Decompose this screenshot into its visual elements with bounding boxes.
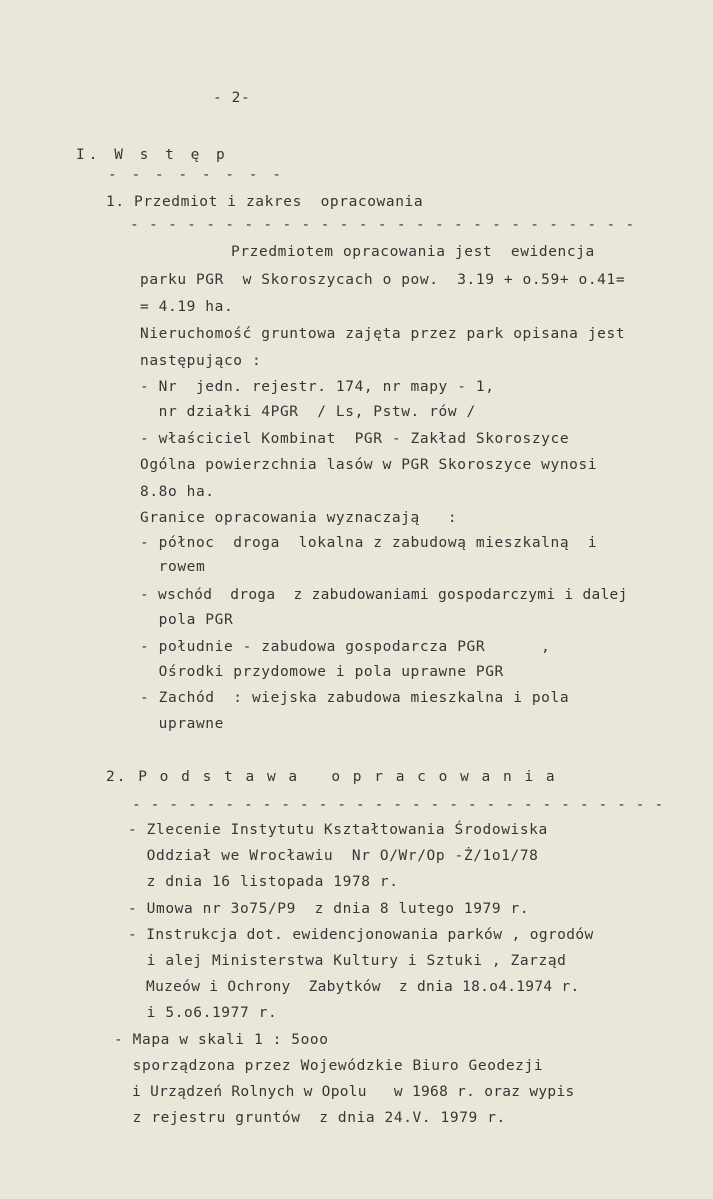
text-line: z rejestru gruntów z dnia 24.V. 1979 r.: [114, 1110, 506, 1126]
text-line: - Instrukcja dot. ewidencjonowania parków , ogrodów: [128, 927, 594, 943]
text-line: z dnia 16 listopada 1978 r.: [128, 874, 399, 890]
section-1-heading: I. W s t ę p: [76, 147, 229, 163]
text-line: i Urządzeń Rolnych w Opolu w 1968 r. oraz wypis: [114, 1084, 575, 1100]
section-1-heading-underline: - - - - - - - -: [108, 167, 284, 183]
text-line: - południe - zabudowa gospodarcza PGR ,: [140, 639, 551, 655]
text-line: i 5.o6.1977 r.: [128, 1005, 278, 1021]
text-line: rowem: [140, 559, 206, 575]
text-line: - Mapa w skali 1 : 5ooo: [114, 1032, 329, 1048]
text-line: - Zlecenie Instytutu Kształtowania Środowiska: [128, 822, 548, 838]
text-line: Ośrodki przydomowe i pola uprawne PGR: [140, 664, 504, 680]
text-line: - właściciel Kombinat PGR - Zakład Skoroszyce: [140, 431, 570, 447]
subsection-1-title: 1. Przedmiot i zakres opracowania: [106, 194, 424, 210]
text-line: Przedmiotem opracowania jest ewidencja: [231, 244, 595, 260]
text-line: 8.8o ha.: [140, 484, 215, 500]
subsection-1-underline: - - - - - - - - - - - - - - - - - - - - - - - - - - -: [130, 217, 636, 233]
text-line: Ogólna powierzchnia lasów w PGR Skoroszyce wynosi: [140, 457, 598, 473]
text-line: następująco :: [140, 353, 262, 369]
text-line: = 4.19 ha.: [140, 299, 234, 315]
text-line: pola PGR: [140, 612, 234, 628]
text-line: Muzeów i Ochrony Zabytków z dnia 18.o4.1974 r.: [128, 979, 580, 995]
text-line: - północ droga lokalna z zabudową mieszkalną i: [140, 535, 598, 551]
text-line: uprawne: [140, 716, 224, 732]
text-line: - wschód droga z zabudowaniami gospodarczymi i dalej: [140, 587, 628, 603]
text-line: Nieruchomość gruntowa zajęta przez park opisana jest: [140, 326, 626, 342]
page-number: - 2-: [213, 90, 251, 106]
text-line: nr działki 4PGR / Ls, Pstw. rów /: [140, 404, 476, 420]
section-2-underline: - - - - - - - - - - - - - - - - - - - - - - - - - - - - -: [132, 797, 664, 813]
section-2-title: 2. P o d s t a w a o p r a c o w a n i a: [106, 769, 557, 785]
text-line: - Zachód : wiejska zabudowa mieszkalna i pola: [140, 690, 570, 706]
text-line: Oddział we Wrocławiu Nr O/Wr/Op -Ż/1o1/78: [128, 848, 539, 864]
text-line: sporządzona przez Wojewódzkie Biuro Geodezji: [114, 1058, 544, 1074]
text-line: - Nr jedn. rejestr. 174, nr mapy - 1,: [140, 379, 495, 395]
text-line: i alej Ministerstwa Kultury i Sztuki , Zarząd: [128, 953, 567, 969]
text-line: parku PGR w Skoroszycach o pow. 3.19 + o.59+ o.41=: [140, 272, 626, 288]
text-line: - Umowa nr 3o75/P9 z dnia 8 lutego 1979 r.: [128, 901, 530, 917]
text-line: Granice opracowania wyznaczają :: [140, 510, 458, 526]
